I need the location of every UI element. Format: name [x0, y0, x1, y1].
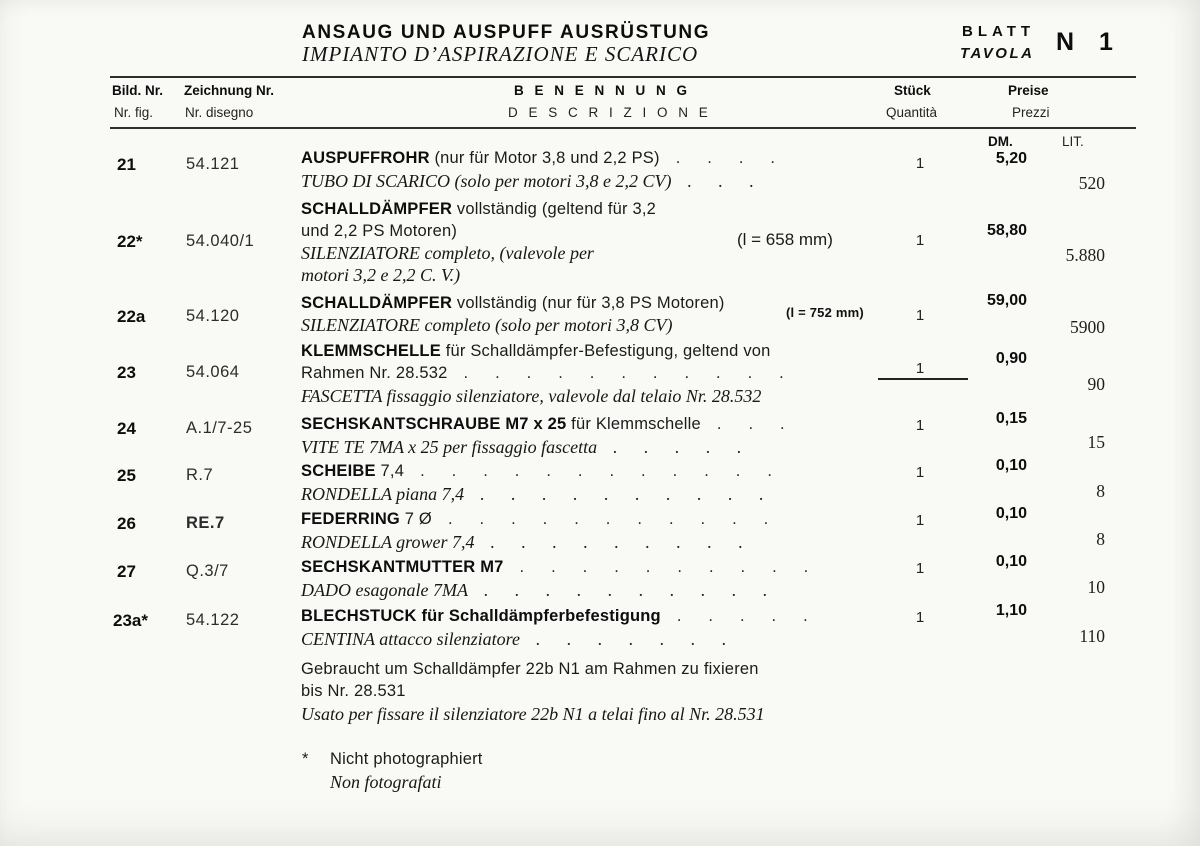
description-de-line2: Rahmen Nr. 28.532	[301, 364, 448, 382]
price-lit: 5.880	[1065, 245, 1105, 265]
footnote-de: Nicht photographiert	[330, 750, 483, 768]
usage-note-de-line2: bis Nr. 28.531	[301, 682, 406, 700]
description-de: für Schalldämpfer-Befestigung, geltend von	[440, 342, 771, 360]
description-de: vollständig (geltend für 3,2	[452, 200, 657, 218]
drawing-number: A.1/7-25	[186, 419, 253, 437]
description-de-bold: SECHSKANTMUTTER M7	[301, 558, 504, 576]
price-dm: 59,00	[986, 292, 1027, 309]
quantity: 1	[915, 609, 925, 626]
price-lit: 15	[1087, 432, 1105, 452]
description-it: RONDELLA piana 7,4	[301, 484, 465, 504]
col-fig-de: Bild. Nr.	[112, 83, 164, 98]
quantity: 1	[915, 307, 925, 324]
sheet-label-italian: TAVOLA	[960, 45, 1035, 62]
drawing-number: R.7	[186, 466, 214, 484]
description-it: VITE TE 7MA x 25 per fissaggio fascetta	[301, 437, 598, 457]
col-fig-it: Nr. fig.	[114, 105, 154, 120]
length-note: (l = 658 mm)	[737, 230, 833, 249]
leader-dots: . . . .	[675, 149, 776, 167]
description-de-bold: SCHALLDÄMPFER	[301, 294, 453, 312]
fig-number: 22a	[117, 307, 146, 326]
description-de: für Klemmschelle	[566, 415, 701, 433]
footnote-it: Non fotografati	[330, 772, 442, 792]
drawing-number: 54.121	[186, 155, 240, 173]
fig-number: 23a*	[113, 611, 148, 630]
description-it: SILENZIATORE completo, (valevole per	[301, 243, 594, 263]
leader-dots: . . . . . . . . . .	[519, 558, 809, 576]
price-dm: 0,10	[995, 457, 1027, 474]
quantity-underline	[878, 378, 968, 380]
description-it: FASCETTA fissaggio silenziatore, valevole dal telaio Nr. 28.532	[301, 386, 762, 406]
page-title-italian: IMPIANTO D’ASPIRAZIONE E SCARICO	[302, 42, 699, 66]
price-dm: 0,15	[995, 410, 1027, 427]
leader-dots: . . . . . . . . . . .	[447, 510, 769, 528]
price-lit: 5900	[1070, 317, 1105, 337]
leader-dots: . . . . . . . . . .	[483, 580, 768, 600]
description-de-bold: BLECHSTUCK für Schalldämpferbefestigung	[301, 607, 661, 625]
description-de: 7,4	[375, 462, 405, 480]
description-de-bold: FEDERRING	[301, 510, 400, 528]
col-drawing-de: Zeichnung Nr.	[184, 83, 275, 98]
price-dm: 0,10	[995, 553, 1027, 570]
quantity: 1	[915, 464, 925, 481]
description-de: 7 Ø	[399, 510, 432, 528]
price-dm: 1,10	[995, 602, 1027, 619]
price-dm: 0,10	[995, 505, 1027, 522]
leader-dots: . . . . . . . . . .	[480, 484, 764, 504]
description-it: DADO esagonale 7MA	[301, 580, 468, 600]
price-lit: 10	[1087, 577, 1105, 597]
leader-dots: . . . . .	[613, 437, 742, 457]
description-de-bold: KLEMMSCHELLE	[301, 342, 441, 360]
drawing-number: 54.040/1	[186, 232, 255, 250]
col-name-de: B E N E N N U N G	[514, 83, 691, 98]
leader-dots: . . . . .	[676, 607, 808, 625]
fig-number: 23	[117, 363, 136, 382]
drawing-number: 54.064	[186, 363, 240, 381]
quantity: 1	[915, 512, 925, 529]
length-note: (l = 752 mm)	[786, 305, 864, 320]
description-de-bold: SECHSKANTSCHRAUBE M7 x 25	[301, 415, 567, 433]
fig-number: 26	[117, 514, 136, 533]
header-top-rule	[110, 76, 1136, 78]
fig-number: 25	[117, 466, 136, 485]
col-price-de: Preise	[1008, 83, 1049, 98]
description-it-line2: motori 3,2 e 2,2 C. V.)	[301, 265, 461, 285]
fig-number: 22*	[117, 232, 143, 251]
currency-dm-label: DM.	[988, 134, 1013, 149]
leader-dots: . . .	[687, 171, 754, 191]
price-dm: 0,90	[995, 350, 1027, 367]
sheet-label-german: BLATT	[962, 23, 1036, 40]
quantity: 1	[915, 155, 925, 172]
footnote-marker: *	[302, 750, 309, 768]
drawing-number: 54.122	[186, 611, 240, 629]
leader-dots: . . . . . . .	[536, 629, 727, 649]
quantity: 1	[915, 232, 925, 249]
price-dm: 58,80	[986, 222, 1027, 239]
currency-lit-label: LIT.	[1062, 134, 1084, 149]
col-drawing-it: Nr. disegno	[185, 105, 254, 120]
quantity: 1	[915, 560, 925, 577]
usage-note-it: Usato per fissare il silenziatore 22b N1 a telai fino al Nr. 28.531	[301, 704, 765, 724]
price-dm: 5,20	[995, 150, 1027, 167]
quantity: 1	[915, 360, 925, 377]
description-de-bold: SCHEIBE	[301, 462, 376, 480]
col-name-it: D E S C R I Z I O N E	[508, 105, 712, 120]
description-de: vollständig (nur für 3,8 PS Motoren)	[452, 294, 725, 312]
description-de-line2: und 2,2 PS Motoren)	[301, 222, 458, 240]
description-it: SILENZIATORE completo (solo per motori 3,8 CV)	[301, 315, 673, 335]
sheet-number: N 1	[1056, 28, 1122, 56]
description-de: (nur für Motor 3,8 und 2,2 PS)	[429, 149, 660, 167]
col-qty-de: Stück	[894, 83, 931, 98]
price-lit: 8	[1096, 481, 1105, 501]
drawing-number: 54.120	[186, 307, 240, 325]
description-it: CENTINA attacco silenziatore	[301, 629, 520, 649]
fig-number: 27	[117, 562, 136, 581]
page-title-german: ANSAUG UND AUSPUFF AUSRÜSTUNG	[302, 22, 711, 43]
col-price-it: Prezzi	[1012, 105, 1050, 120]
drawing-number: Q.3/7	[186, 562, 229, 580]
price-lit: 520	[1078, 173, 1105, 193]
header-bottom-rule	[110, 127, 1136, 129]
quantity: 1	[915, 417, 925, 434]
price-lit: 90	[1087, 374, 1105, 394]
leader-dots: . . .	[716, 415, 785, 433]
description-de-bold: AUSPUFFROHR	[301, 149, 430, 167]
leader-dots: . . . . . . . . . . . .	[420, 462, 773, 480]
description-it: TUBO DI SCARICO (solo per motori 3,8 e 2,2 CV)	[301, 171, 672, 191]
usage-note-de-line1: Gebraucht um Schalldämpfer 22b N1 am Rahmen zu fixieren	[301, 660, 759, 678]
fig-number: 21	[117, 155, 136, 174]
leader-dots: . . . . . . . . .	[490, 532, 744, 552]
price-lit: 110	[1079, 626, 1105, 646]
description-it: RONDELLA grower 7,4	[301, 532, 475, 552]
leader-dots: . . . . . . . . . . .	[463, 364, 784, 382]
fig-number: 24	[117, 419, 136, 438]
price-lit: 8	[1096, 529, 1105, 549]
description-de-bold: SCHALLDÄMPFER	[301, 200, 453, 218]
col-qty-it: Quantità	[886, 105, 938, 120]
drawing-number: RE.7	[186, 514, 225, 532]
